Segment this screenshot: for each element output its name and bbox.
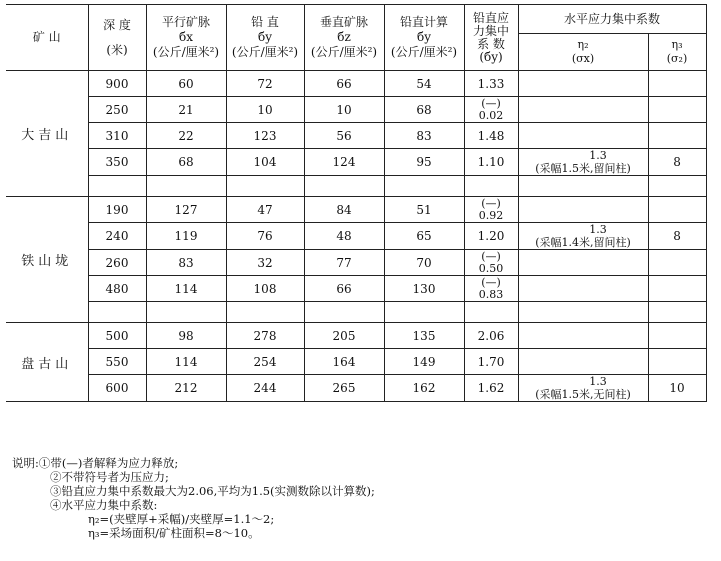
cell-pz-value: 164 [332,354,356,369]
cell-vy-value: 108 [253,281,277,296]
note-3 [12,484,702,498]
cell-vy [226,223,304,250]
header-mine-label: 矿 山 [32,30,61,44]
note-4 [12,498,702,512]
neg-sign: (—) [481,249,501,263]
header-vertical-label: 铅 直 [251,15,279,29]
cell-coef-value: 1.48 [477,128,505,143]
cell-pz [304,250,384,276]
cell-pz-value: 10 [336,102,352,117]
note-1 [12,456,702,470]
cell-calc [384,223,464,250]
gap-cell [304,302,384,323]
cell-calc-value: 95 [416,155,432,169]
header-horizontal [518,5,706,34]
gap-cell [464,302,518,323]
cell-pz [304,323,384,349]
cell-eta3 [648,97,706,123]
cell-eta3 [648,323,706,349]
mine-name-cell [6,71,88,197]
cell-coef [464,197,518,223]
cell-depth-value: 250 [105,102,129,117]
neg-sign: (—) [481,96,501,110]
gap-cell [648,176,706,197]
table-row [6,250,706,276]
eta2-note: (采幅1.5米,无间柱) [535,388,631,401]
cell-calc-value: 68 [416,102,432,117]
cell-calc-value: 130 [412,281,436,296]
cell-pz-value: 205 [332,328,356,343]
cell-vy [226,149,304,176]
cell-depth-value: 500 [105,328,129,343]
cell-eta3 [648,197,706,223]
cell-coef-value: 0.02 [478,108,504,122]
cell-calc [384,323,464,349]
cell-depth [88,323,146,349]
header-vertical [226,5,304,71]
header-eta2-symbol: η₂ [577,38,589,51]
gap-cell [88,302,146,323]
cell-vy-value: 244 [253,381,277,395]
table-row [6,276,706,302]
group-gap-row [6,302,706,323]
cell-eta2 [518,349,648,375]
cell-coef [464,250,518,276]
cell-px-value: 60 [178,76,194,91]
cell-coef [464,71,518,97]
cell-px-value: 21 [178,102,194,117]
cell-calc-value: 70 [416,255,432,270]
table-row [6,123,706,149]
cell-vy-value: 10 [257,102,273,117]
note-1-text: ①带(—)者解释为应力释放; [38,456,179,470]
header-coef-line2: 力集中 [472,23,509,38]
cell-depth-value: 260 [105,255,129,270]
cell-eta2 [518,197,648,223]
header-depth-label: 深 度 [103,17,131,32]
header-perpendicular [304,5,384,71]
cell-px-value: 114 [174,354,198,369]
cell-eta2 [518,149,648,176]
cell-vy-value: 32 [257,255,273,270]
cell-calc [384,349,464,375]
cell-calc [384,197,464,223]
cell-coef-value: 1.33 [477,76,505,91]
header-perp-symbol: бz [337,30,351,44]
gap-cell [146,302,226,323]
table-row [6,97,706,123]
cell-vy [226,250,304,276]
cell-coef-value: 1.20 [477,229,505,243]
cell-px [146,197,226,223]
cell-eta3 [648,123,706,149]
cell-depth [88,71,146,97]
mine-name-cell [6,197,88,323]
header-coef-line4: (бy) [479,49,503,64]
cell-px [146,223,226,250]
cell-px-value: 212 [174,381,198,395]
cell-eta2 [518,71,648,97]
header-coefficient [464,5,518,71]
cell-vy [226,349,304,375]
cell-pz [304,197,384,223]
cell-coef [464,349,518,375]
table-row [6,149,706,176]
stress-table [6,4,707,402]
mine-name-cell [6,323,88,402]
cell-depth [88,250,146,276]
eta2-note-block [519,149,648,175]
stress-table-wrapper [6,4,706,402]
header-eta3 [648,34,706,71]
cell-px [146,123,226,149]
gap-cell [518,302,648,323]
cell-calc-value: 65 [416,229,432,243]
cell-depth-value: 550 [105,354,129,369]
header-mine [6,5,88,71]
cell-calc-value: 162 [412,381,436,395]
cell-pz-value: 48 [336,229,352,243]
note-formula-2 [12,526,702,540]
mine-name: 盘古山 [21,356,73,372]
cell-vy-value: 254 [253,354,277,369]
group-gap-row [6,176,706,197]
cell-depth [88,197,146,223]
coef-negative [479,98,504,122]
cell-px [146,97,226,123]
cell-coef [464,149,518,176]
cell-px-value: 83 [178,255,194,270]
cell-px [146,375,226,402]
header-parallel [146,5,226,71]
cell-pz-value: 66 [336,76,352,91]
cell-calc-value: 51 [416,202,432,217]
cell-coef-value: 1.70 [477,354,505,369]
cell-coef [464,323,518,349]
header-vertical-unit: (公斤/厘米²) [231,45,299,59]
header-horizontal-label: 水平应力集中系数 [564,11,661,26]
cell-pz-value: 66 [336,281,352,296]
cell-depth [88,349,146,375]
gap-cell [226,302,304,323]
cell-eta3 [648,149,706,176]
cell-coef-value: 1.62 [477,381,505,395]
cell-calc-value: 149 [412,354,436,369]
header-vertical-symbol: бy [257,30,272,44]
cell-coef [464,223,518,250]
eta2-value: 1.3 [589,375,607,388]
cell-vy [226,276,304,302]
cell-depth [88,97,146,123]
cell-depth [88,149,146,176]
table-row [6,197,706,223]
cell-pz [304,71,384,97]
cell-coef-value: 0.83 [478,287,504,301]
table-row [6,349,706,375]
gap-cell [146,176,226,197]
cell-pz [304,149,384,176]
cell-px [146,323,226,349]
coef-negative [479,251,504,275]
notes-label: 说明: [12,456,39,470]
cell-calc-value: 83 [416,128,432,143]
cell-depth [88,223,146,250]
cell-px [146,276,226,302]
eta3-value: 8 [673,229,681,243]
cell-depth [88,375,146,402]
cell-eta3 [648,250,706,276]
coef-negative [479,277,504,301]
cell-calc [384,250,464,276]
cell-vy [226,323,304,349]
cell-eta2 [518,123,648,149]
header-calc-symbol: бy [416,30,431,44]
cell-pz-value: 265 [332,381,356,395]
cell-pz [304,97,384,123]
gap-cell [88,176,146,197]
eta2-note: (采幅1.4米,留间柱) [535,236,631,249]
cell-vy-value: 72 [257,76,273,91]
table-row [6,71,706,97]
cell-pz [304,123,384,149]
cell-vy [226,197,304,223]
header-eta2 [518,34,648,71]
cell-depth-value: 190 [105,202,129,217]
cell-pz [304,375,384,402]
cell-eta3 [648,223,706,250]
cell-calc [384,276,464,302]
cell-vy-value: 123 [253,128,277,143]
note-3-text: ③铅直应力集中系数最大为2.06,平均为1.5(实测数除以计算数); [50,484,375,498]
cell-depth-value: 600 [105,381,129,395]
cell-calc [384,375,464,402]
gap-cell [384,176,464,197]
cell-vy [226,123,304,149]
header-eta3-sub: (σ₂) [666,52,688,65]
note-formula-1-text: η₂=(夹壁厚+采幅)/夹壁厚=1.1～2; [88,512,275,526]
cell-calc [384,149,464,176]
cell-depth [88,123,146,149]
header-calc-label: 铅直计算 [399,15,448,29]
mine-name: 大吉山 [21,128,73,143]
cell-coef [464,276,518,302]
neg-sign: (—) [481,196,501,210]
note-formula-1 [12,512,702,526]
notes-section [12,456,702,540]
eta2-note: (采幅1.5米,留间柱) [535,162,631,175]
cell-px-value: 22 [178,128,194,143]
cell-px [146,71,226,97]
table-row [6,375,706,402]
cell-calc [384,97,464,123]
cell-vy-value: 47 [257,202,273,217]
cell-pz-value: 77 [336,255,352,270]
eta2-value: 1.3 [589,223,607,236]
coef-negative [479,198,504,222]
cell-px [146,250,226,276]
eta2-note-block [519,375,648,401]
cell-coef [464,375,518,402]
cell-px-value: 127 [174,202,198,217]
gap-cell [648,302,706,323]
header-parallel-symbol: бx [179,30,193,44]
header-parallel-unit: (公斤/厘米²) [152,45,220,59]
cell-px-value: 119 [174,229,198,243]
cell-vy [226,71,304,97]
header-calc-unit: (公斤/厘米²) [390,45,458,59]
cell-pz-value: 56 [336,128,352,143]
header-perp-label: 垂直矿脉 [319,15,368,29]
eta3-value: 8 [673,155,681,169]
cell-vy-value: 278 [253,328,277,343]
note-4-text: ④水平应力集中系数: [50,498,158,512]
header-eta3-symbol: η₃ [671,38,683,51]
cell-px-value: 114 [174,281,198,296]
cell-calc-value: 135 [412,328,436,343]
cell-eta2 [518,375,648,402]
eta3-value: 10 [669,381,685,395]
cell-vy-value: 76 [257,229,273,243]
header-coef-line3: 系 数 [477,36,505,51]
cell-pz-value: 124 [332,155,356,169]
note-2-text: ②不带符号者为压应力; [50,470,169,484]
cell-depth-value: 350 [105,155,129,169]
header-depth-unit: (米) [106,42,128,57]
cell-eta2 [518,223,648,250]
cell-depth-value: 240 [105,229,129,243]
cell-coef-value: 0.92 [478,208,504,222]
cell-pz [304,276,384,302]
cell-coef-value: 1.10 [477,155,505,169]
eta2-value: 1.3 [589,149,607,162]
cell-calc-value: 54 [416,76,432,91]
cell-eta2 [518,276,648,302]
header-calculated [384,5,464,71]
header-coef-line1: 铅直应 [472,10,509,25]
neg-sign: (—) [481,275,501,289]
cell-px [146,149,226,176]
cell-eta2 [518,250,648,276]
gap-cell [384,302,464,323]
cell-calc [384,123,464,149]
note-2 [12,470,702,484]
gap-cell [226,176,304,197]
gap-cell [464,176,518,197]
cell-eta2 [518,97,648,123]
header-parallel-label: 平行矿脉 [161,15,210,29]
cell-vy-value: 104 [253,155,277,169]
eta2-note-block [519,223,648,249]
cell-eta2 [518,323,648,349]
cell-vy [226,375,304,402]
cell-coef [464,97,518,123]
mine-name: 铁山垅 [21,254,73,269]
cell-eta3 [648,375,706,402]
stress-table-body [6,71,706,402]
header-depth [88,5,146,71]
cell-pz [304,349,384,375]
table-row [6,223,706,250]
cell-depth [88,276,146,302]
note-formula-2-text: η₃=采场面积/矿柱面积=8～10。 [88,526,260,540]
cell-depth-value: 310 [105,128,129,143]
cell-px-value: 68 [178,155,194,169]
cell-eta3 [648,349,706,375]
cell-px [146,349,226,375]
cell-vy [226,97,304,123]
cell-depth-value: 480 [105,281,129,296]
cell-coef [464,123,518,149]
cell-px-value: 98 [178,328,194,343]
header-eta2-sub: (σx) [571,52,595,65]
cell-calc [384,71,464,97]
cell-pz-value: 84 [336,202,352,217]
cell-coef-value: 0.50 [478,261,504,275]
cell-depth-value: 900 [105,76,129,91]
cell-coef-value: 2.06 [477,328,505,343]
table-row [6,323,706,349]
cell-eta3 [648,71,706,97]
cell-pz [304,223,384,250]
header-perp-unit: (公斤/厘米²) [310,45,378,59]
cell-eta3 [648,276,706,302]
gap-cell [304,176,384,197]
gap-cell [518,176,648,197]
